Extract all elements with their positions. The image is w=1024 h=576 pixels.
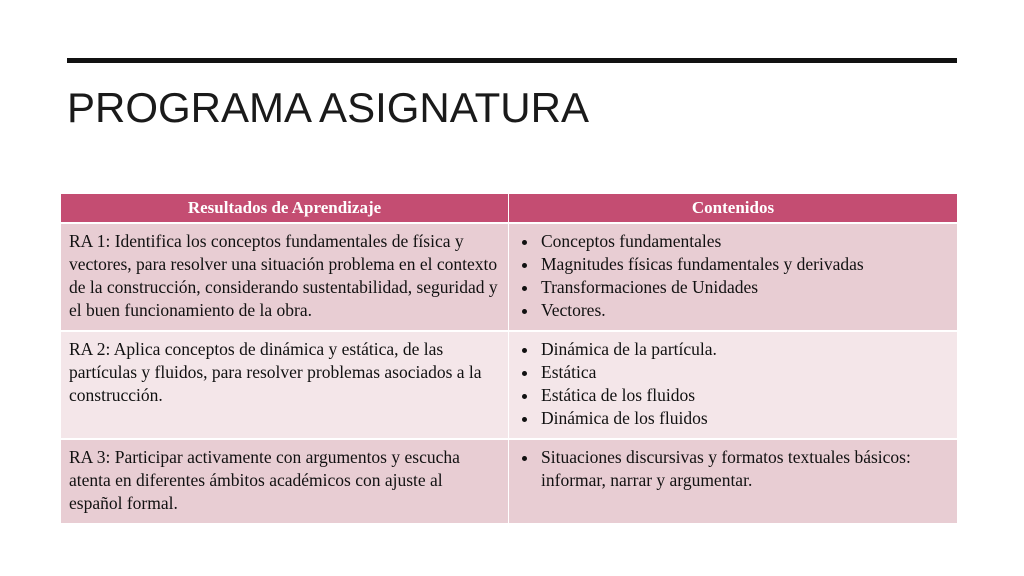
table-row-ra3 <box>61 439 958 524</box>
learning-outcome-cell: RA 1: Identifica los conceptos fundamentales de física y vectores, para resolver una situación problema en el contexto de la construcción, considerando sustentabilidad, seguridad y el buen funcionamiento de la obra. <box>61 223 509 331</box>
table-row-ra1 <box>61 223 958 331</box>
contents-cell <box>509 331 958 439</box>
list-item: • Transformaciones de Unidades <box>539 276 949 299</box>
list-item: • Dinámica de la partícula. <box>539 338 949 361</box>
slide-title: PROGRAMA ASIGNATURA <box>67 84 589 131</box>
program-table-container <box>60 194 957 525</box>
learning-outcome-cell: RA 2: Aplica conceptos de dinámica y estática, de las partículas y fluidos, para resolver problemas asociados a la construcción. <box>61 331 509 439</box>
contents-list <box>517 446 949 492</box>
list-item: • Magnitudes físicas fundamentales y derivadas <box>539 253 949 276</box>
list-item: • Conceptos fundamentales <box>539 230 949 253</box>
list-item: • Estática <box>539 361 949 384</box>
table-row-ra2 <box>61 331 958 439</box>
header-contents: Contenidos <box>509 194 958 223</box>
program-table <box>60 194 958 525</box>
contents-list <box>517 338 949 430</box>
learning-outcome-cell: RA 3: Participar activamente con argumentos y escucha atenta en diferentes ámbitos académicos con ajuste al español formal. <box>61 439 509 524</box>
contents-cell <box>509 439 958 524</box>
contents-cell <box>509 223 958 331</box>
list-item: • Estática de los fluidos <box>539 384 949 407</box>
list-item: • Situaciones discursivas y formatos textuales básicos: informar, narrar y argumentar. <box>539 446 949 492</box>
title-top-rule <box>67 58 957 63</box>
table-header-row <box>61 194 958 223</box>
list-item: • Vectores. <box>539 299 949 322</box>
list-item: • Dinámica de los fluidos <box>539 407 949 430</box>
contents-list <box>517 230 949 322</box>
header-learning-outcomes: Resultados de Aprendizaje <box>61 194 509 223</box>
